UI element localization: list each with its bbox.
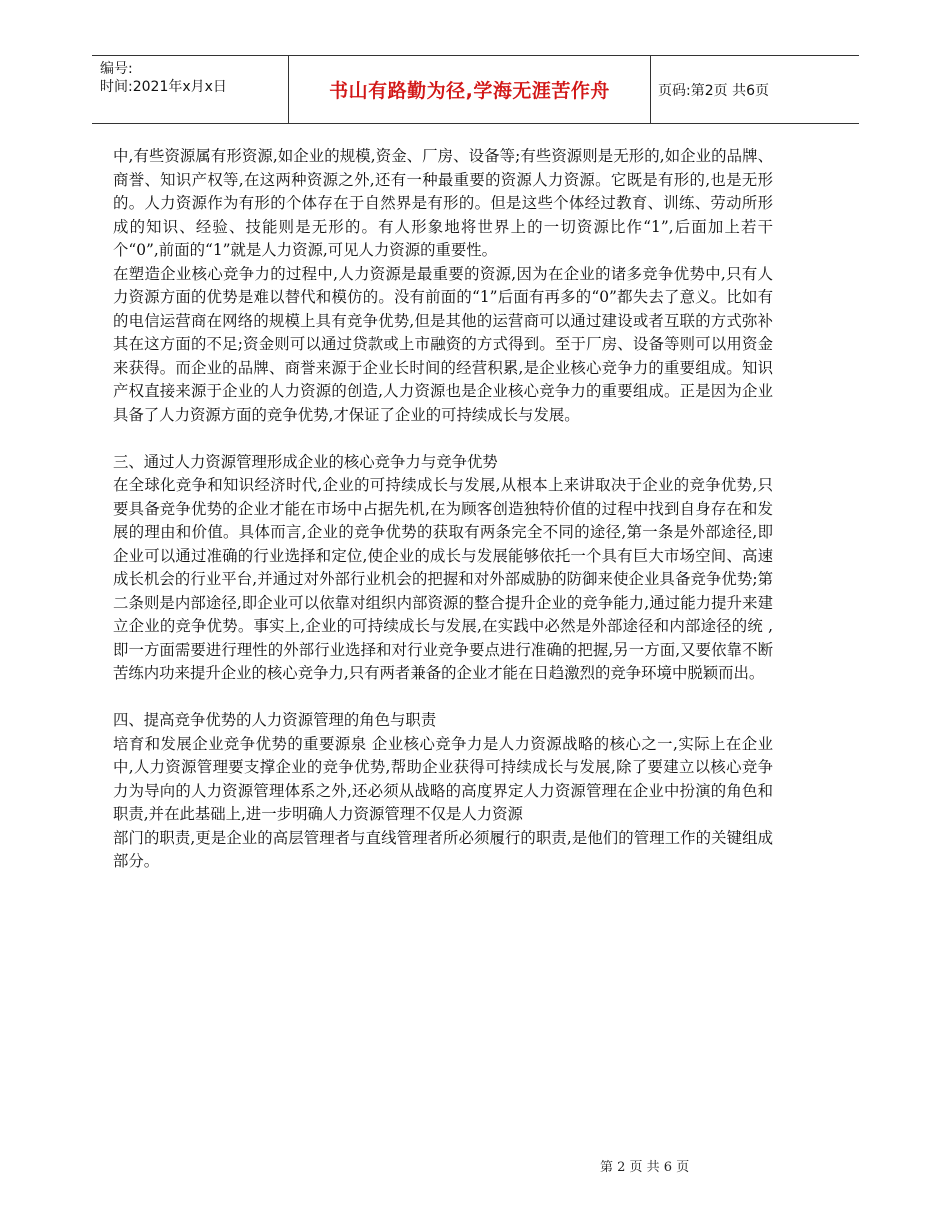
page-footer: 第 2 页 共 6 页 (600, 1160, 690, 1175)
body-paragraph: 中,有些资源属有形资源,如企业的规模,资金、厂房、设备等;有些资源则是无形的,如企业的品牌、商誉、知识产权等,在这两种资源之外,还有一种最重要的资源人力资源。它既是有形的,也是无形的。人力资源作为有形的个体存在于自然界是有形的。但是这些个体经过教育、训练、劳动所形成的知识、经验、技能则是无形的。有人形象地将世界上的一切资源比作“1”,后面加上若干个“0”,前面的“1”就是人力资源,可见人力资源的重要性。 (113, 147, 773, 259)
document-number-label: 编号: (100, 61, 133, 77)
header-motto: 书山有路勤为径,学海无涯苦作舟 (288, 56, 651, 123)
document-time-label: 时间:2021年x月x日 (100, 79, 227, 95)
document-body (113, 145, 773, 874)
body-paragraph: 培育和发展企业竞争优势的重要源泉 企业核心竞争力是人力资源战略的核心之一,实际上在企业中,人力资源管理要支撑企业的竞争优势,帮助企业获得可持续成长与发展,除了要建立以核心竞争力为导向的人力资源管理体系之外,还必须从战略的高度界定人力资源管理在企业中扮演的角色和职责,并在此基础上,进一步明确人力资源管理不仅是人力资源 (113, 734, 773, 823)
body-paragraph: 在塑造企业核心竞争力的过程中,人力资源是最重要的资源,因为在企业的诸多竞争优势中,只有人力资源方面的优势是难以替代和模仿的。没有前面的“1”后面有再多的“0”都失去了意义。比如有的电信运营商在网络的规模上具有竞争优势,但是其他的运营商可以通过建设或者互联的方式弥补其在这方面的不足;资金则可以通过贷款或上市融资的方式得到。至于厂房、设备等则可以用资金来获得。而企业的品牌、商誉来源于企业长时间的经营积累,是企业核心竞争力的重要组成。知识产权直接来源于企业的人力资源的创造,人力资源也是企业核心竞争力的重要组成。正是因为企业具备了人力资源方面的竞争优势,才保证了企业的可持续成长与发展。 (113, 264, 773, 424)
section-heading: 三、通过人力资源管理形成企业的核心竞争力与竞争优势 (113, 452, 498, 471)
page-header (92, 55, 859, 124)
body-paragraph: 在全球化竞争和知识经济时代,企业的可持续成长与发展,从根本上来讲取决于企业的竞争优势,只要具备竞争优势的企业才能在市场中占据先机,在为顾客创造独特价值的过程中找到自身存在和发展的理由和价值。具体而言,企业的竞争优势的获取有两条完全不同的途径,第一条是外部途径,即企业可以通过准确的行业选择和定位,使企业的成长与发展能够依托一个具有巨大市场空间、高速成长机会的行业平台,并通过对外部行业机会的把握和对外部威胁的防御来使企业具备竞争优势;第二条则是内部途径,即企业可以依靠对组织内部资源的整合提升企业的竞争能力,通过能力提升来建立企业的竞争优势。事实上,企业的可持续成长与发展,在实践中必然是外部途径和内部途径的统 ,即一方面需要进行理性的外部行业选择和对行业竞争要点进行准确的把握,另一方面,又要依靠不断苦练内功来提升企业的核心竞争力,只有两者兼备的企业才能在日趋激烈的竞争环境中脱颖而出。 (113, 476, 773, 682)
header-info-cell (92, 56, 288, 123)
section-heading: 四、提高竞争优势的人力资源管理的角色与职责 (113, 711, 437, 729)
body-paragraph: 部门的职责,更是企业的高层管理者与直线管理者所必须履行的职责,是他们的管理工作的关键组成部分。 (113, 828, 773, 870)
paragraph-gap (113, 427, 773, 451)
header-page-number: 页码:第2页 共6页 (658, 82, 769, 99)
paragraph-gap (113, 686, 773, 710)
